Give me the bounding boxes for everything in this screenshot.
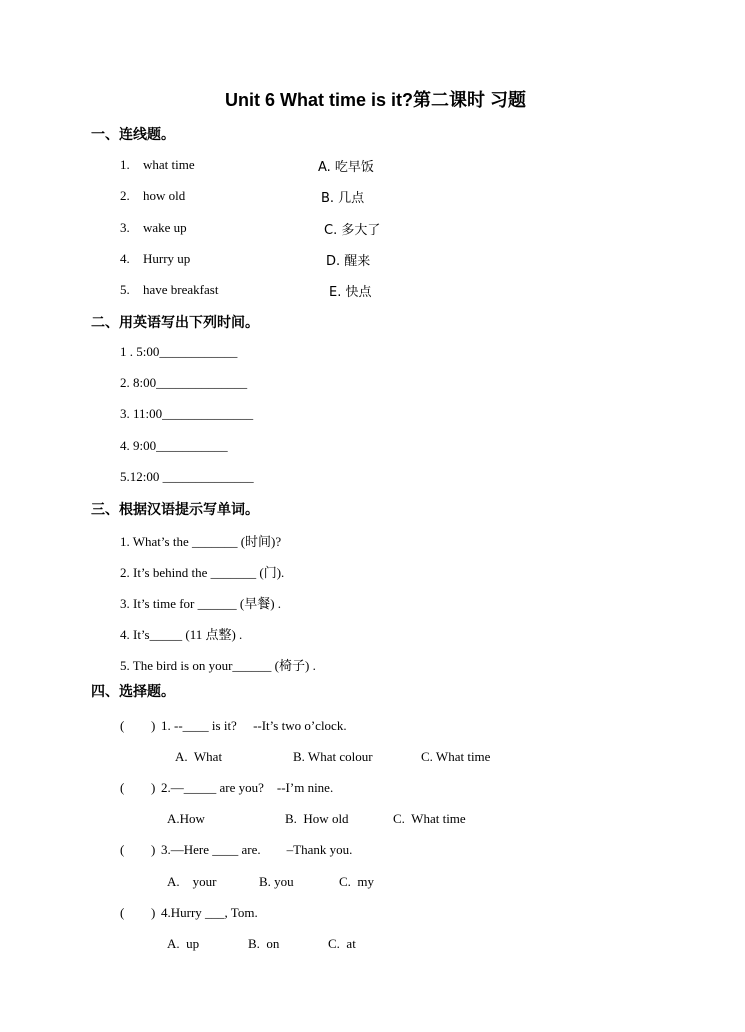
list-item-number: 4.	[120, 251, 130, 266]
list-item: 3. It’s time for ______ (早餐) .	[120, 596, 282, 611]
list-item: 5. The bird is on your______ (椅子) .	[120, 658, 316, 673]
question-stem: 3.—Here ____ are. –Thank you.	[161, 842, 353, 857]
choice-option: B. What colour	[293, 749, 373, 764]
list-item-text: wake up	[143, 220, 187, 235]
answer-paren-open: (	[120, 718, 125, 733]
list-item-number: 2.	[120, 188, 130, 203]
answer-paren-close: )	[151, 905, 156, 920]
answer-paren-close: )	[151, 780, 156, 795]
answer-paren-open: (	[120, 905, 125, 920]
section-heading-matching: 一、连线题。	[91, 127, 175, 143]
choice-option: A.How	[167, 811, 205, 826]
answer-paren-close: )	[151, 842, 156, 857]
list-item: 2. 8:00______________	[120, 375, 248, 390]
list-item-number: 3.	[120, 220, 130, 235]
list-item: 3. 11:00______________	[120, 406, 254, 421]
choice-option: C. What time	[393, 811, 466, 826]
section-heading-choice: 四、选择题。	[91, 684, 175, 700]
choice-option: B. you	[259, 874, 294, 889]
list-item-text: have breakfast	[143, 282, 219, 297]
list-item: 2. It’s behind the _______ (门).	[120, 565, 285, 580]
list-item: 4. It’s_____ (11 点整) .	[120, 627, 243, 642]
question-stem: 1. --____ is it? --It’s two o’clock.	[161, 718, 347, 733]
choice-option: A. your	[167, 874, 217, 889]
choice-option: B. How old	[285, 811, 349, 826]
answer-paren-close: )	[151, 718, 156, 733]
list-item: 1. What’s the _______ (时间)?	[120, 534, 282, 549]
match-option: E. 快点	[329, 285, 372, 300]
match-option: B. 几点	[321, 191, 365, 206]
choice-option: C. my	[339, 874, 375, 889]
section-heading-times: 二、用英语写出下列时间。	[91, 315, 259, 331]
match-option: D. 醒来	[326, 254, 371, 269]
page-title: Unit 6 What time is it?第二课时 习题	[225, 90, 527, 110]
choice-option: A. What	[175, 749, 223, 764]
section-heading-words: 三、根据汉语提示写单词。	[91, 502, 259, 518]
list-item: 4. 9:00___________	[120, 438, 228, 453]
match-option: A. 吃早饭	[318, 160, 374, 175]
question-stem: 4.Hurry ___, Tom.	[161, 905, 258, 920]
list-item-text: how old	[143, 188, 186, 203]
list-item-text: what time	[143, 157, 195, 172]
answer-paren-open: (	[120, 842, 125, 857]
list-item: 1 . 5:00____________	[120, 344, 238, 359]
match-option: C. 多大了	[324, 223, 381, 238]
list-item-number: 5.	[120, 282, 130, 297]
choice-option: B. on	[248, 936, 280, 951]
question-stem: 2.—_____ are you? --I’m nine.	[161, 780, 334, 795]
list-item-number: 1.	[120, 157, 130, 172]
choice-option: A. up	[167, 936, 200, 951]
list-item: 5.12:00 ______________	[120, 469, 254, 484]
choice-option: C. What time	[421, 749, 491, 764]
answer-paren-open: (	[120, 780, 125, 795]
list-item-text: Hurry up	[143, 251, 191, 266]
choice-option: C. at	[328, 936, 356, 951]
